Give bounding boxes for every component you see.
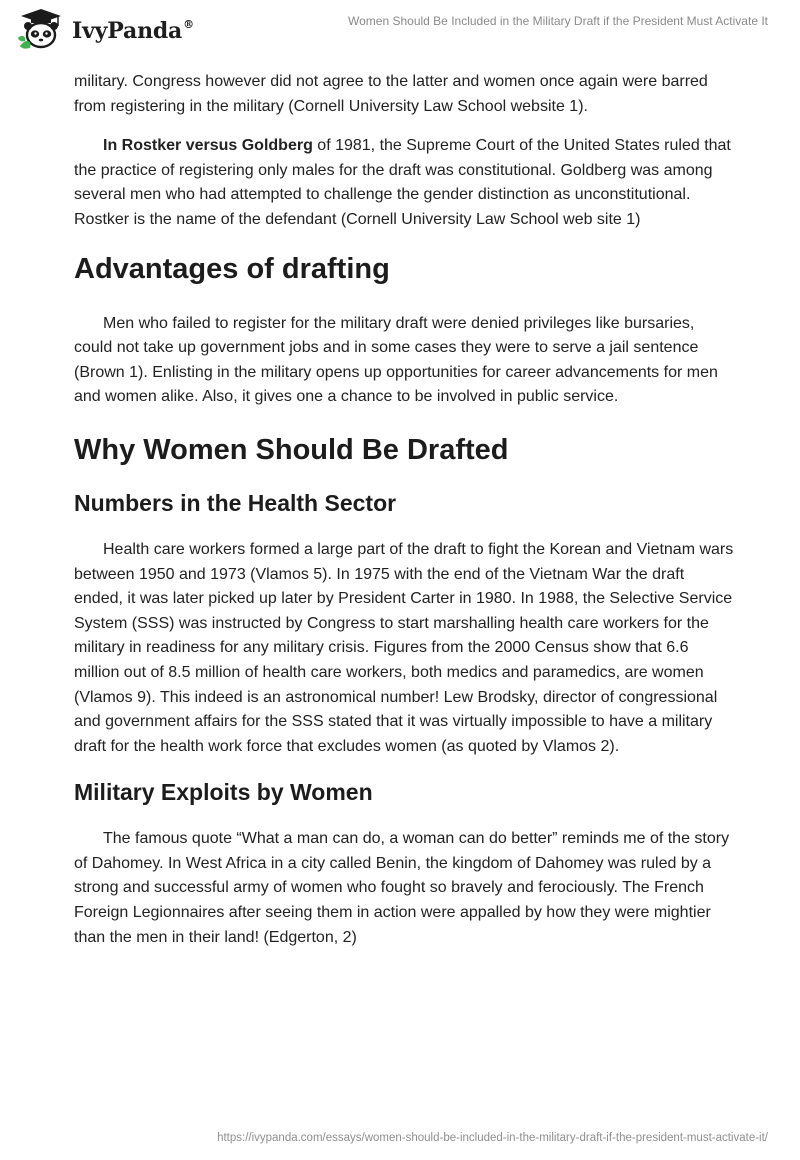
- logo-wordmark: IvyPanda®: [72, 17, 194, 44]
- source-url[interactable]: https://ivypanda.com/essays/women-should-be-included-in-the-military-draft-if-the-president-must-activate-it/: [217, 1132, 768, 1144]
- bold-case-name: In Rostker versus Goldberg: [103, 137, 313, 155]
- paragraph-rostker: In Rostker versus Goldberg of 1981, the Supreme Court of the United States ruled that the practice of registering only males for the draft was constitutional. Goldberg was among several men who had attempted to challenge the gender distinction as unconstitutional. Rostker is the name of the defendant (Cornell University Law School web site 1): [74, 137, 731, 228]
- heading-why-women-should-be-drafted: Why Women Should Be Drafted: [74, 433, 509, 466]
- essay-body: [74, 70, 734, 950]
- heading-military-exploits-by-women: Military Exploits by Women: [74, 779, 373, 806]
- page-header: [0, 0, 800, 66]
- heading-numbers-in-health-sector: Numbers in the Health Sector: [74, 489, 397, 516]
- heading-advantages-of-drafting: Advantages of drafting: [74, 252, 390, 285]
- panda-graduate-logo-icon: [16, 8, 66, 52]
- document-title: Women Should Be Included in the Military Draft if the President Must Activate It: [348, 14, 768, 28]
- paragraph-continuation: military. Congress however did not agree to the latter and women once again were barred from registering in the military (Cornell University Law School website 1).: [74, 73, 708, 115]
- paragraph-health-sector: Health care workers formed a large part of the draft to fight the Korean and Vietnam wars between 1950 and 1973 (Vlamos 5). In 1975 with the end of the Vietnam War the draft ended, it was later picked up later by President Carter in 1980. In 1988, the Selective Service System (SSS) was instructed by Congress to start marshalling health care workers for the military in readiness for any military crisis. Figures from the 2000 Census show that 6.6 million out of 8.5 million of health care workers, both medics and paramedics, are women (Vlamos 9). This indeed is an astronomical number! Lew Brodsky, director of congressional and government affairs for the SSS stated that it was virtually impossible to have a military draft for the health work force that excludes women (as quoted by Vlamos 2).: [74, 540, 734, 755]
- paragraph-military-exploits: The famous quote “What a man can do, a woman can do better” reminds me of the story of Dahomey. In West Africa in a city called Benin, the kingdom of Dahomey was ruled by a strong and successful army of women who fought so bravely and ferociously. The French Foreign Legionnaires after seeing them in action were appalled by how they were mightier than the men in their land! (Edgerton, 2): [74, 830, 730, 946]
- site-logo[interactable]: [16, 8, 194, 52]
- paragraph-advantages: Men who failed to register for the military draft were denied privileges like bursaries, could not take up government jobs and in some cases they were to serve a jail sentence (Brown 1). Enlisting in the military opens up opportunities for career advancements for men and women alike. Also, it gives one a chance to be involved in public service.: [74, 314, 718, 406]
